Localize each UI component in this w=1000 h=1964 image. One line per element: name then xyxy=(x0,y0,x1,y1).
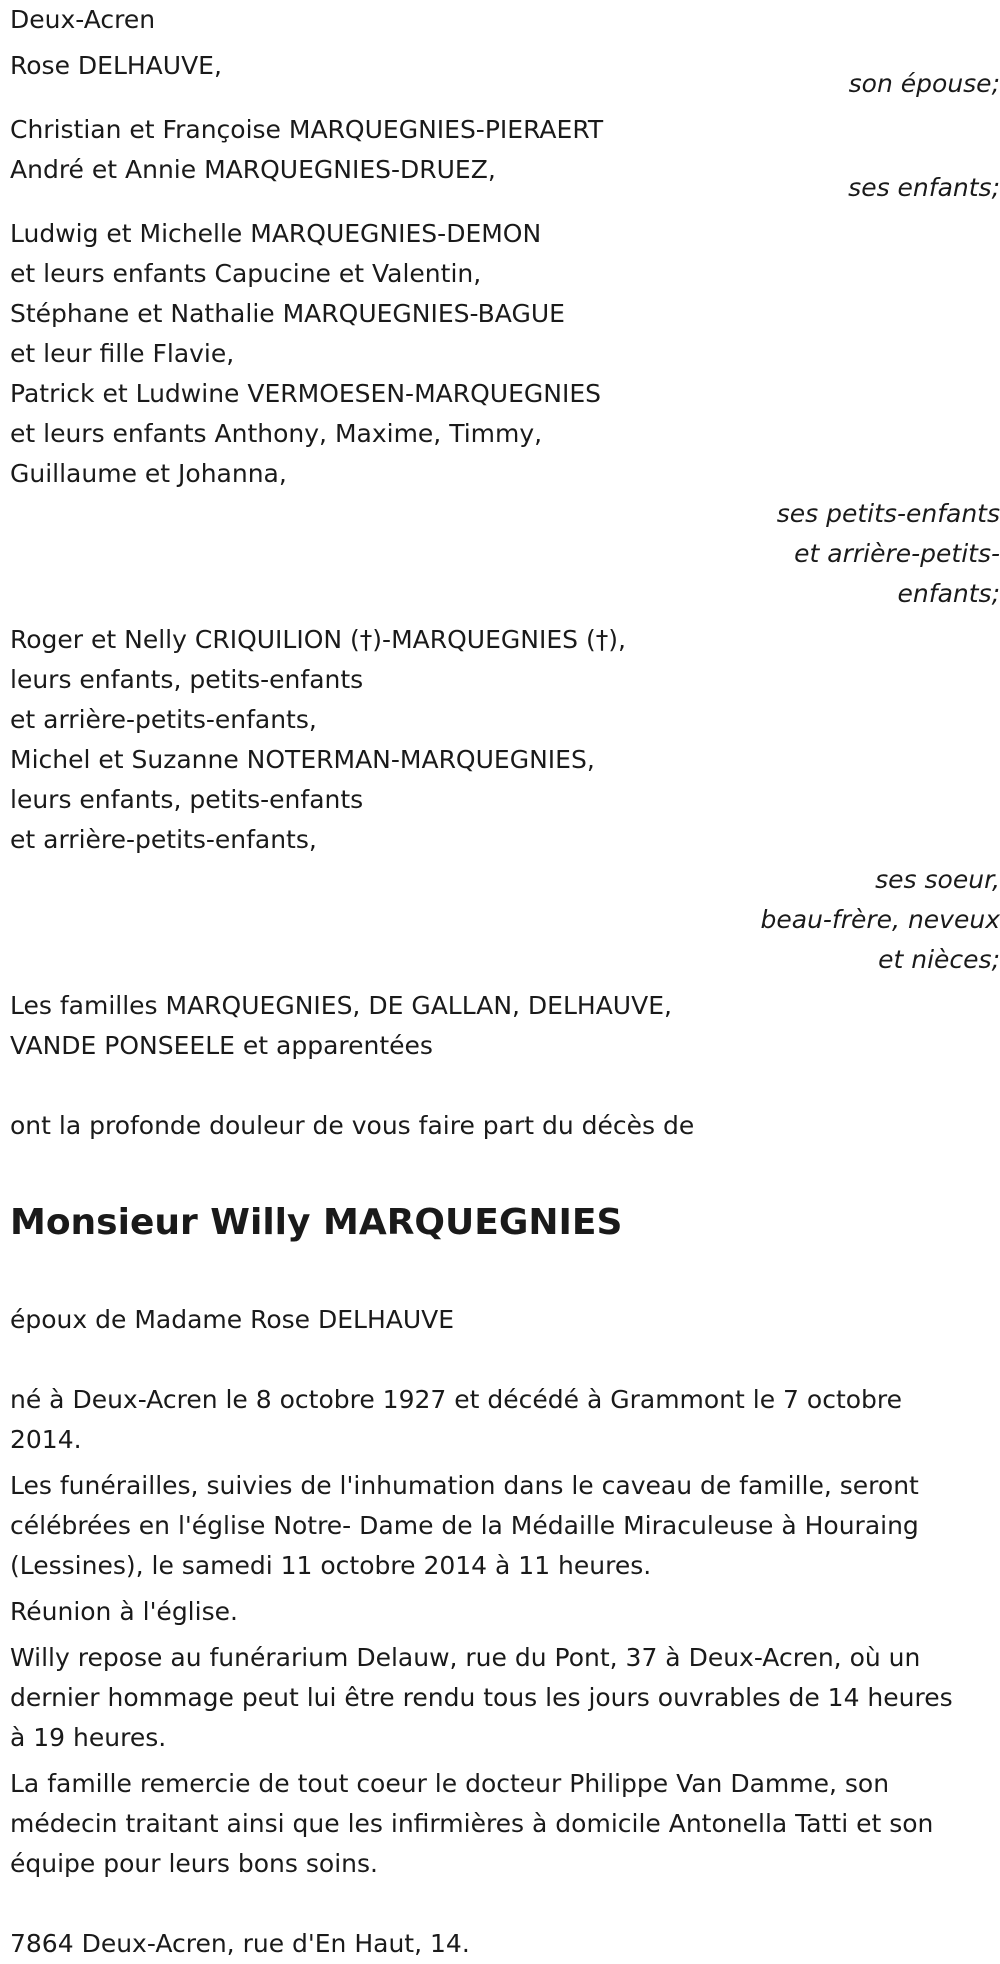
paragraph-funerarium: Willy repose au funérarium Delauw, rue du Pont, 37 à Deux-Acren, où un dernier hommage peut lui être rendu tous les jours ouvrables de 14 heures à 19 heures. xyxy=(10,1643,953,1752)
spouse-of: époux de Madame Rose DELHAUVE xyxy=(10,1305,455,1334)
siblings-section xyxy=(10,620,1000,980)
grandchildren-line: Patrick et Ludwine VERMOESEN-MARQUEGNIES xyxy=(10,379,601,408)
children-line: Christian et Françoise MARQUEGNIES-PIERAERT xyxy=(10,115,604,144)
grandchildren-line: Guillaume et Johanna, xyxy=(10,459,287,488)
grandchildren-line: et leurs enfants Anthony, Maxime, Timmy, xyxy=(10,419,543,448)
siblings-line: leurs enfants, petits-enfants xyxy=(10,665,364,694)
families-line: Les familles MARQUEGNIES, DE GALLAN, DELHAUVE, xyxy=(10,991,672,1020)
paragraph-funeral: Les funérailles, suivies de l'inhumation dans le caveau de famille, seront célébrées en l'église Notre- Dame de la Médaille Miraculeuse à Houraing (Lessines), le samedi 11 octobre 2014 à 11 heures. xyxy=(10,1471,919,1580)
announcement-intro: ont la profonde douleur de vous faire part du décès de xyxy=(10,1111,695,1140)
siblings-line: et arrière-petits-enfants, xyxy=(10,825,317,854)
siblings-line: Michel et Suzanne NOTERMAN-MARQUEGNIES, xyxy=(10,745,595,774)
siblings-line: Roger et Nelly CRIQUILION (†)-MARQUEGNIES (†), xyxy=(10,625,626,654)
siblings-role-line: beau-frère, neveux xyxy=(760,905,1000,934)
paragraph-birth-death: né à Deux-Acren le 8 octobre 1927 et décédé à Grammont le 7 octobre 2014. xyxy=(10,1385,903,1454)
spouse-name: Rose DELHAUVE, xyxy=(10,51,222,80)
children-section xyxy=(10,110,1000,208)
spouse-section xyxy=(10,46,1000,104)
deceased-name: Monsieur Willy MARQUEGNIES xyxy=(10,1202,623,1243)
children-line: André et Annie MARQUEGNIES-DRUEZ, xyxy=(10,155,496,184)
grandchildren-section xyxy=(10,214,1000,614)
children-role: ses enfants; xyxy=(848,173,1000,202)
families-line: VANDE PONSEELE et apparentées xyxy=(10,1031,433,1060)
siblings-role-line: et nièces; xyxy=(878,945,1000,974)
grandchildren-line: et leur fille Flavie, xyxy=(10,339,235,368)
header-place: Deux-Acren xyxy=(10,5,156,34)
grandchildren-line: Stéphane et Nathalie MARQUEGNIES-BAGUE xyxy=(10,299,565,328)
siblings-line: leurs enfants, petits-enfants xyxy=(10,785,364,814)
grandchildren-role-line: enfants; xyxy=(897,579,1000,608)
siblings-line: et arrière-petits-enfants, xyxy=(10,705,317,734)
families-section xyxy=(10,986,990,1066)
grandchildren-role-line: et arrière-petits- xyxy=(794,539,1000,568)
spouse-role: son épouse; xyxy=(848,69,1000,98)
grandchildren-line: et leurs enfants Capucine et Valentin, xyxy=(10,259,482,288)
grandchildren-role-line: ses petits-enfants xyxy=(776,499,1000,528)
paragraph-thanks: La famille remercie de tout coeur le docteur Philippe Van Damme, son médecin traitant ainsi que les infirmières à domicile Antonella Tatti et son équipe pour leurs bons soins. xyxy=(10,1769,934,1878)
grandchildren-line: Ludwig et Michelle MARQUEGNIES-DEMON xyxy=(10,219,542,248)
address: 7864 Deux-Acren, rue d'En Haut, 14. xyxy=(10,1929,470,1958)
details-section xyxy=(10,1380,990,1884)
siblings-role-line: ses soeur, xyxy=(875,865,1000,894)
paragraph-meeting: Réunion à l'église. xyxy=(10,1597,238,1626)
